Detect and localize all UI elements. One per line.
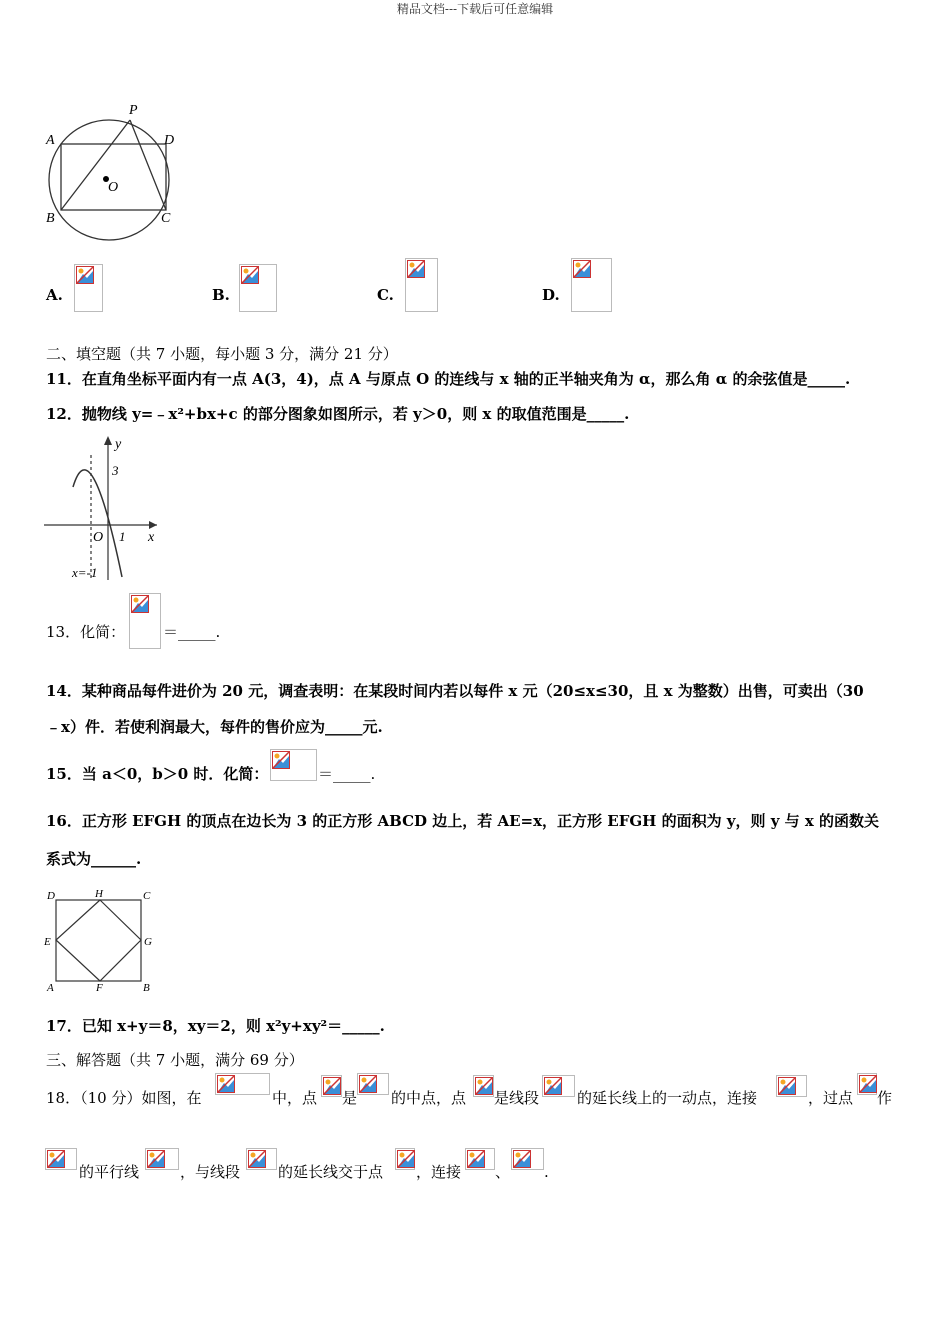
broken-image-icon — [47, 1150, 65, 1168]
question-14-line1: 14．某种商品每件进价为 20 元，调查表明：在某段时间内若以每件 x 元（20≤x≤30，且 x 为整数）出售，可卖出（30 — [46, 682, 864, 700]
broken-image-icon — [217, 1075, 235, 1093]
label-c: C — [143, 890, 151, 902]
q18-text-1: 18．（10 分）如图，在 — [46, 1089, 202, 1107]
q13-expression-image — [129, 593, 161, 649]
q18-image-4 — [473, 1075, 494, 1097]
broken-image-icon — [407, 260, 425, 278]
label-f: F — [96, 982, 103, 994]
broken-image-icon — [544, 1077, 562, 1095]
q18-image-5 — [542, 1075, 575, 1097]
question-14-line2: ﹣x）件．若使利润最大，每件的售价应为_____元. — [46, 718, 383, 736]
label-origin: O — [93, 530, 104, 545]
q18-image-13 — [511, 1148, 544, 1170]
label-o: O — [108, 180, 119, 195]
question-11: 11．在直角坐标平面内有一点 A(3，4)，点 A 与原点 O 的连线与 x 轴的正半轴夹角为 α，那么角 α 的余弦值是_____. — [46, 370, 851, 388]
option-d-label: D. — [542, 286, 560, 304]
circle-figure — [42, 100, 184, 242]
label-a: A — [46, 133, 55, 148]
q18-image-11 — [395, 1148, 415, 1170]
question-15-suffix: ＝_____. — [318, 765, 376, 783]
square-efgh — [56, 900, 141, 981]
q18-text-3: 是 — [342, 1089, 358, 1107]
broken-image-icon — [272, 751, 290, 769]
q18-image-6 — [776, 1075, 807, 1097]
q18-image-1 — [215, 1073, 270, 1095]
broken-image-icon — [131, 595, 149, 613]
broken-image-icon — [397, 1150, 415, 1168]
label-h: H — [95, 888, 103, 900]
label-b: B — [46, 211, 55, 226]
label-g: G — [144, 936, 152, 948]
q18-text-14: . — [544, 1163, 549, 1181]
option-a-label: A. — [46, 286, 63, 304]
option-b-image — [239, 264, 277, 312]
rectangle-abcd — [61, 144, 166, 210]
q18-text-5: 是线段 — [494, 1089, 540, 1107]
question-16-line1: 16．正方形 EFGH 的顶点在边长为 3 的正方形 ABCD 边上，若 AE=x，正方形 EFGH 的面积为 y，则 y 与 x 的函数关 — [46, 812, 880, 830]
broken-image-icon — [241, 266, 259, 284]
q18-image-7 — [857, 1073, 877, 1095]
section-3-title: 三、解答题（共 7 小题，满分 69 分） — [46, 1051, 304, 1069]
option-c-label: C. — [377, 286, 394, 304]
q18-text-6: 的延长线上的一动点，连接 — [577, 1089, 758, 1107]
q18-image-10 — [246, 1148, 277, 1170]
label-b: B — [143, 982, 150, 994]
broken-image-icon — [475, 1077, 493, 1095]
broken-image-icon — [778, 1077, 796, 1095]
q18-image-12 — [465, 1148, 495, 1170]
q18-image-8 — [45, 1148, 77, 1170]
square-abcd — [56, 900, 141, 981]
broken-image-icon — [467, 1150, 485, 1168]
q18-text-13: 、 — [495, 1163, 511, 1181]
option-b-label: B. — [212, 286, 230, 304]
q18-image-2 — [321, 1075, 342, 1097]
label-x-minus-1: x=-1 — [72, 565, 98, 580]
label-c: C — [161, 211, 171, 226]
q18-text-9: 的平行线 — [79, 1163, 140, 1181]
q18-text-4: 的中点，点 — [391, 1089, 467, 1107]
label-a: A — [47, 982, 54, 994]
broken-image-icon — [359, 1075, 377, 1093]
broken-image-icon — [859, 1075, 877, 1093]
question-12: 12．抛物线 y=﹣x²+bx+c 的部分图象如图所示，若 y＞0，则 x 的取值范围是_____. — [46, 405, 630, 423]
q18-text-7: ，过点 — [808, 1089, 854, 1107]
option-d-image — [571, 258, 612, 312]
label-p: P — [129, 103, 138, 118]
label-y: y — [115, 437, 122, 452]
parabola-curve — [73, 470, 122, 577]
broken-image-icon — [76, 266, 94, 284]
option-c-image — [405, 258, 438, 312]
segment-pc — [130, 120, 166, 210]
broken-image-icon — [147, 1150, 165, 1168]
q18-image-9 — [145, 1148, 179, 1170]
square-figure — [40, 885, 160, 995]
broken-image-icon — [248, 1150, 266, 1168]
broken-image-icon — [573, 260, 591, 278]
label-d: D — [47, 890, 55, 902]
q18-text-8: 作 — [877, 1089, 893, 1107]
question-15-prefix: 15．当 a＜0，b＞0 时．化简： — [46, 765, 269, 783]
label-x: x — [148, 530, 155, 545]
parabola-figure — [42, 432, 167, 582]
label-e: E — [44, 936, 51, 948]
question-16-line2: 系式为______. — [46, 850, 142, 868]
option-a-image — [74, 264, 103, 312]
question-13-prefix: 13．化简： — [46, 623, 126, 641]
label-1: 1 — [119, 529, 126, 544]
q15-expression-image — [270, 749, 317, 781]
page-header: 精品文档---下载后可任意编辑 — [396, 2, 554, 16]
q18-text-10: ，与线段 — [180, 1163, 241, 1181]
broken-image-icon — [323, 1077, 341, 1095]
q18-text-2: 中，点 — [272, 1089, 318, 1107]
question-17: 17．已知 x+y＝8，xy＝2，则 x²y+xy²＝_____. — [46, 1017, 385, 1035]
section-2-title: 二、填空题（共 7 小题，每小题 3 分，满分 21 分） — [46, 345, 398, 363]
q18-image-3 — [357, 1073, 389, 1095]
label-d: D — [164, 133, 175, 148]
label-3: 3 — [112, 463, 119, 478]
question-13-suffix: ＝_____. — [163, 623, 221, 641]
broken-image-icon — [513, 1150, 531, 1168]
q18-text-11: 的延长线交于点 — [278, 1163, 384, 1181]
q18-text-12: ，连接 — [416, 1163, 462, 1181]
